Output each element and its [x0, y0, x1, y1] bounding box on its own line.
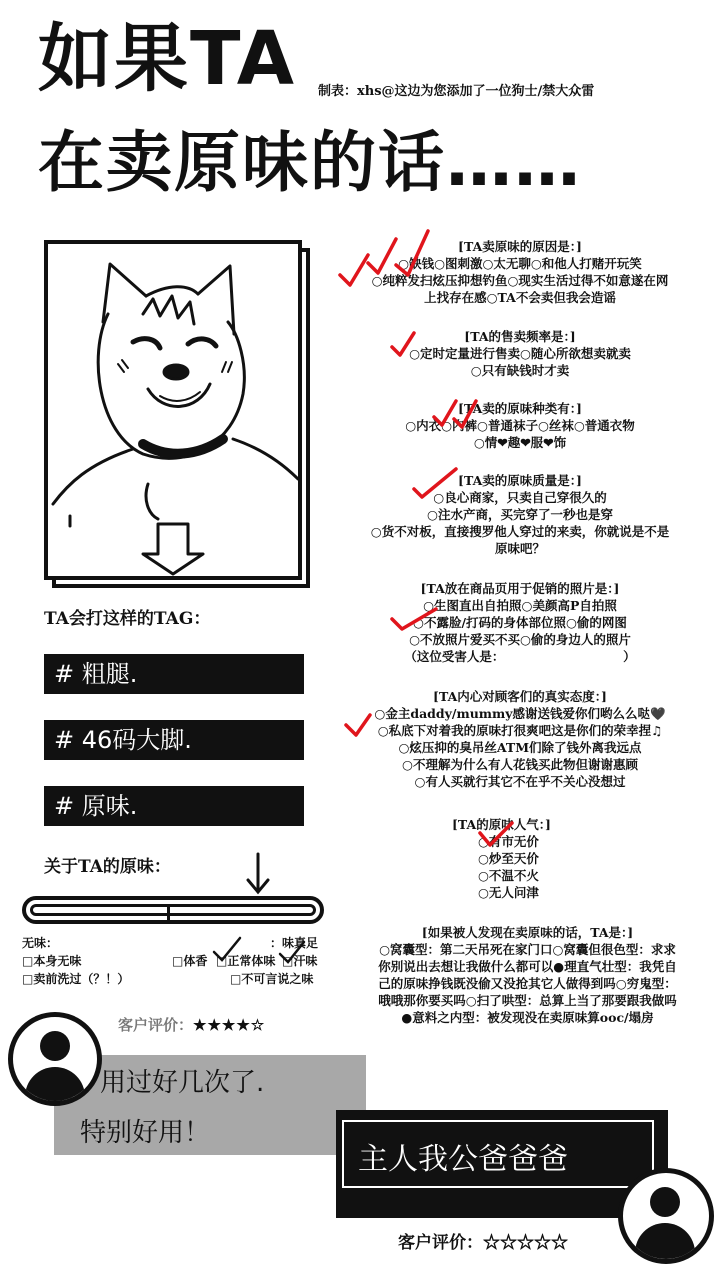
option-line: ○炒至天价: [478, 851, 539, 866]
review-text: 主人我公爸爸爸: [358, 1142, 568, 1177]
section-title: [TA放在商品页用于促销的照片是：]: [420, 581, 620, 596]
option-line: ○有市无价: [478, 834, 539, 849]
avatar-body: [25, 1067, 85, 1106]
option-line: ○有人买就行其它不在乎不关心没想过: [414, 774, 626, 789]
avatar-head: [650, 1187, 680, 1217]
review-label: 客户评价：: [118, 1016, 194, 1034]
scale-left-title: 无味：: [22, 936, 59, 950]
option-line: ○金主daddy/mummy感谢送钱爱你们哟么么哒🖤: [374, 706, 666, 721]
section-title: [TA卖原味的原因是：]: [458, 239, 582, 254]
option-line: 上找存在感○TA不会卖但我会造谣: [424, 290, 616, 305]
option-line: ○货不对板，直接搜罗他人穿过的来卖，你就说是不是: [370, 524, 670, 539]
tag-item: # 46码大脚.: [44, 720, 304, 760]
option-line: ○不理解为什么有人花钱买此物但谢谢惠顾: [402, 757, 638, 772]
scent-option: □不可言说之味: [230, 972, 314, 986]
down-arrow-icon: [244, 852, 272, 896]
tag-item: # 原味.: [44, 786, 304, 826]
option-line: 你别说出去想让我做什么都可以●理直气壮型：我凭自: [378, 959, 677, 974]
scent-option: □正常体味: [216, 954, 276, 968]
option-line: 己的原味挣钱既没偷又没抢其它人做得到吗○穷鬼型：: [378, 976, 677, 991]
user-avatar-icon: [8, 1012, 102, 1106]
option-line: ○注水产商，买完穿了一秒也是穿: [427, 507, 613, 522]
page-title-line1: 如果TA: [38, 16, 297, 102]
scale-right-title: ：味真足: [270, 936, 319, 950]
review-text: 用过好几次了.: [100, 1068, 265, 1098]
tag-label: TA会打这样的TAG：: [44, 609, 211, 629]
section-title: [TA内心对顾客们的真实态度：]: [433, 689, 607, 704]
option-line: ○只有缺钱时才卖: [470, 363, 570, 378]
option-line: ○良心商家，只卖自己穿很久的: [433, 490, 607, 505]
option-line: ○情❤趣❤服❤饰: [473, 435, 567, 450]
check-mark-icon: [210, 936, 310, 966]
scent-scale-bar: [22, 896, 324, 924]
about-label: 关于TA的原味：: [44, 857, 171, 877]
credit-text: 制表：xhs@这边为您添加了一位狗士/禁大众雷: [318, 84, 595, 99]
option-line: ●意料之内型：被发现没在卖原味算ooc/塌房: [401, 1010, 654, 1025]
scent-option: □本身无味: [22, 954, 82, 968]
option-line: ○缺钱○图刺激○太无聊○和他人打赌开玩笑: [398, 256, 642, 271]
section-title: [TA卖的原味质量是：]: [458, 473, 582, 488]
option-line: 哦哦那你要买吗○扫了哄型：总算上当了那要跟我做吗: [378, 993, 677, 1008]
section-discovered: [340, 924, 715, 1026]
avatar-head: [40, 1031, 70, 1061]
user-avatar-icon: [618, 1168, 714, 1264]
option-line: ○窝囊型：第二天吊死在家门口○窝囊但很色型：求求: [379, 942, 676, 957]
portrait-frame: [44, 240, 302, 580]
option-line: ○不放照片爱买不买○偷的身边人的照片: [409, 632, 631, 647]
scent-scale-marker: [167, 907, 170, 921]
review-stars: ☆☆☆☆☆: [483, 1233, 568, 1253]
section-title: [TA卖的原味种类有：]: [458, 401, 582, 416]
avatar-body: [635, 1223, 695, 1263]
option-line: 原味吧？: [494, 541, 545, 556]
scent-scale-track: [30, 904, 316, 916]
option-line: ○不温不火: [478, 868, 539, 883]
character-sketch: [48, 244, 298, 576]
section-title: [TA的售卖频率是：]: [464, 329, 576, 344]
review-rating: [398, 1228, 568, 1253]
tag-item: # 粗腿.: [44, 654, 304, 694]
review-text: 特别好用！: [80, 1118, 211, 1148]
option-line: ○私底下对着我的原味打很爽吧这是你们的荣幸捏♫: [377, 723, 663, 738]
option-line: （这位受害人是： ）: [404, 649, 636, 664]
section-title: [TA的原味人气：]: [452, 817, 551, 832]
check-mark-icon: [330, 225, 710, 925]
section-title: [如果被人发现在卖原味的话，TA是：]: [421, 925, 634, 940]
review-stars: ★★★★☆: [193, 1016, 266, 1034]
scent-option: □体香: [172, 954, 208, 968]
option-line: ○定时定量进行售卖○随心所欲想卖就卖: [409, 346, 631, 361]
scent-option: □汗味: [282, 954, 318, 968]
review-rating: [118, 1014, 265, 1035]
option-line: ○生图直出自拍照○美颜高P自拍照: [423, 598, 617, 613]
option-line: ○炫压抑的臭吊丝ATM们除了钱外离我远点: [398, 740, 642, 755]
scent-option: □卖前洗过（？！）: [22, 972, 130, 986]
option-line: ○无人问津: [478, 885, 539, 900]
option-line: ○不露脸/打码的身体部位照○偷的网图: [413, 615, 627, 630]
review-label: 客户评价：: [398, 1233, 483, 1253]
option-line: ○纯粹发扫炫压抑想钓鱼○现实生活过得不如意遂在网: [371, 273, 669, 288]
page-title-line2: 在卖原味的话……: [38, 124, 582, 201]
option-line: ○内衣○内裤○普通袜子○丝袜○普通衣物: [405, 418, 635, 433]
